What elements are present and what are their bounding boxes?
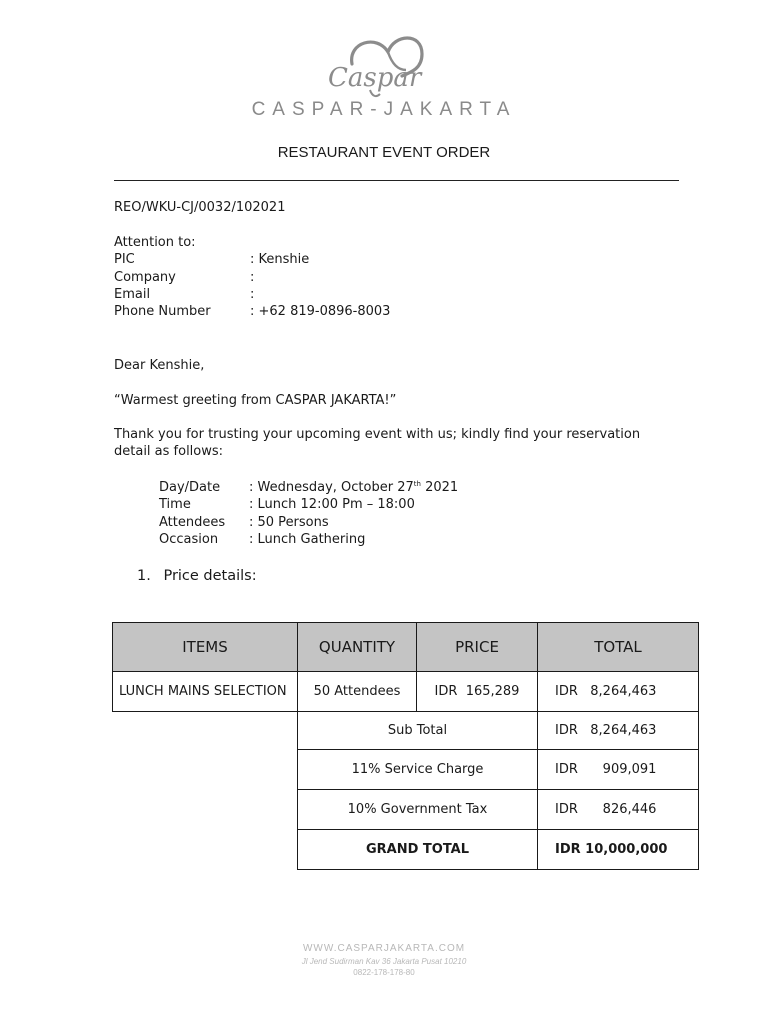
greeting-quote: “Warmest greeting from CASPAR JAKARTA!” [114, 393, 397, 408]
table-row [113, 672, 699, 712]
summary-row [113, 750, 699, 790]
subtotal-value: IDR 8,264,463 [538, 712, 699, 750]
section-number: 1. [137, 568, 151, 584]
attention-heading: Attention to: [114, 235, 196, 250]
brand-name: CASPAR-JAKARTA [251, 99, 517, 120]
greeting: Dear Kenshie, [114, 358, 205, 373]
attention-row-phone [114, 303, 390, 320]
logo-script-text: Caspar [328, 63, 422, 93]
section-title: Price details: [163, 568, 257, 584]
detail-row-occasion [159, 531, 458, 548]
grand-total-label: GRAND TOTAL [298, 830, 538, 870]
section-heading [137, 568, 257, 584]
phone-label: Phone Number [114, 304, 211, 320]
attention-row-company [114, 269, 390, 286]
event-details [159, 479, 458, 548]
header-total: TOTAL [538, 623, 699, 672]
attendees-value: : 50 Persons [249, 514, 329, 530]
service-charge-value: IDR 909,091 [538, 750, 699, 790]
caspar-logo [322, 24, 432, 108]
header-price: PRICE [417, 623, 538, 672]
blank-cell [113, 830, 298, 870]
detail-row-day [159, 479, 458, 496]
item-name: LUNCH MAINS SELECTION [113, 672, 298, 712]
document-title: RESTAURANT EVENT ORDER [277, 144, 491, 161]
company-label: Company [114, 269, 176, 285]
grand-total-value: IDR 10,000,000 [538, 830, 699, 870]
day-value-pre: : Wednesday, October 27 [249, 480, 414, 495]
header-quantity: QUANTITY [298, 623, 417, 672]
day-value-post: 2021 [420, 480, 459, 495]
occasion-value: : Lunch Gathering [249, 531, 366, 547]
day-value-sup: th [413, 480, 421, 488]
reference-number: REO/WKU-CJ/0032/102021 [114, 200, 286, 215]
detail-row-attendees [159, 514, 458, 531]
intro-paragraph: Thank you for trusting your upcoming event with us; kindly find your reservation detail as follows: [114, 427, 641, 460]
attention-row-email [114, 286, 390, 303]
blank-cell [113, 790, 298, 830]
attention-row-pic [114, 251, 390, 268]
item-total: IDR 8,264,463 [538, 672, 699, 712]
blank-cell [113, 712, 298, 750]
footer-address: Jl Jend Sudirman Kav 36 Jakarta Pusat 10210 [301, 957, 467, 966]
email-value: : [250, 286, 255, 302]
pic-label: PIC [114, 252, 135, 268]
summary-row [113, 790, 699, 830]
pic-value: : Kenshie [250, 252, 310, 268]
price-table [112, 622, 699, 870]
footer-phone: 0822-178-178-80 [353, 968, 415, 977]
government-tax-label: 10% Government Tax [298, 790, 538, 830]
subtotal-label: Sub Total [298, 712, 538, 750]
attendees-label: Attendees [159, 514, 226, 530]
time-label: Time [159, 497, 191, 513]
table-header-row [113, 623, 699, 672]
attention-block [114, 234, 390, 320]
service-charge-label: 11% Service Charge [298, 750, 538, 790]
occasion-label: Occasion [159, 531, 219, 547]
email-label: Email [114, 286, 151, 302]
company-value: : [250, 269, 255, 285]
summary-row [113, 830, 699, 870]
item-quantity: 50 Attendees [298, 672, 417, 712]
time-value: : Lunch 12:00 Pm – 18:00 [249, 497, 415, 513]
phone-value: : +62 819-0896-8003 [250, 304, 391, 320]
summary-row [113, 712, 699, 750]
item-price: IDR 165,289 [417, 672, 538, 712]
government-tax-value: IDR 826,446 [538, 790, 699, 830]
day-label: Day/Date [159, 480, 221, 495]
header-items: ITEMS [113, 623, 298, 672]
footer-website: WWW.CASPARJAKARTA.COM [302, 943, 466, 954]
header-divider [114, 180, 679, 181]
blank-cell [113, 750, 298, 790]
detail-row-time [159, 496, 458, 513]
